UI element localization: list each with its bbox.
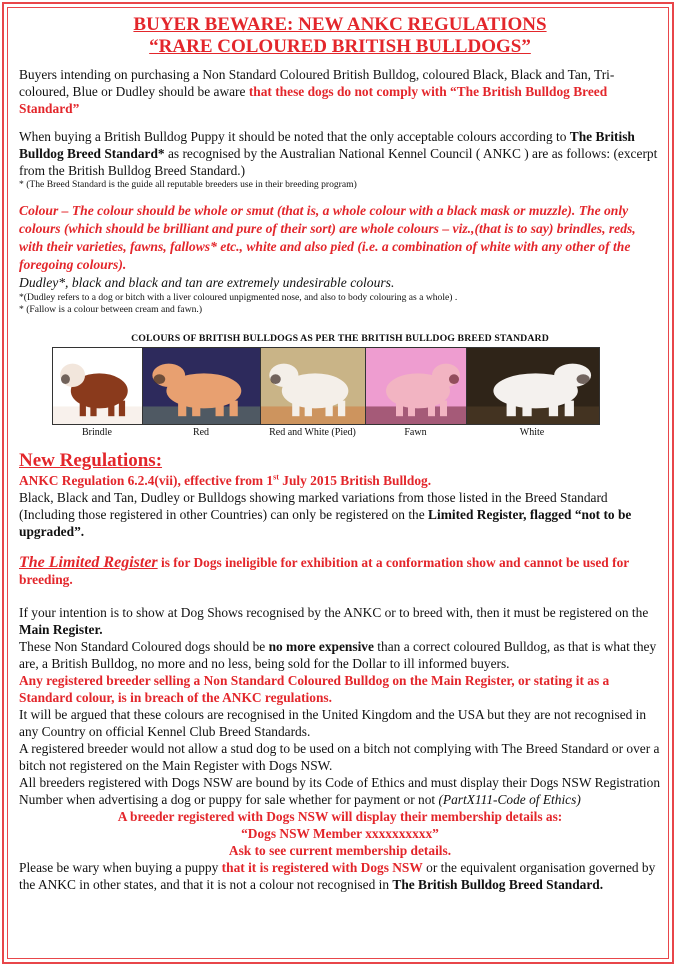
dog-leg [230,401,238,417]
flyer-content [19,14,661,893]
membership-line-2: “Dogs NSW Member xxxxxxxxxx” [241,826,439,841]
page-title [19,14,661,58]
bulldog-photo-illustration [53,348,142,424]
dog-muzzle [270,374,280,384]
expense-bold: no more expensive [268,639,374,654]
dog-leg [325,401,332,417]
acceptable-bold: The British Bulldog Breed Standard* [19,129,635,161]
expense-paragraph [19,638,661,672]
ethics-text: All breeders registered with Dogs NSW are bound by its Code of Ethics and must display their Dogs NSW Registration Number when advertising a dog or puppy for sale whether for payment or not [19,775,661,807]
photo-brindle [53,348,143,424]
dog-leg [408,401,415,417]
caption-fawn: Fawn [404,427,427,438]
caption-pied: Red and White (Pied) [269,427,356,438]
dog-leg [305,401,312,417]
dog-leg [507,401,516,417]
dog-leg [80,401,86,417]
dog-leg [440,401,447,417]
photo-white [467,348,599,424]
bulldog-photo-illustration [467,348,599,424]
dog-muzzle [577,374,590,384]
intro-highlight: that these dogs do not comply with “The British Bulldog Breed Standard” [19,84,608,116]
expense-text-1: These Non Standard Coloured dogs should be [19,639,269,654]
dog-leg [292,401,299,417]
dog-muzzle [61,374,70,384]
dog-muzzle [154,374,166,384]
photo-red [143,348,261,424]
dog-leg [396,401,403,417]
regulation-body: Black, Black and Tan, Dudley or Bulldogs showing marked variations from those listed in the Breed Standard (Including those registered in other Countries) can only be registered on the [19,490,608,522]
ethics-paragraph [19,774,661,808]
regulation-date-text: July 2015 British Bulldog. [278,473,432,488]
regulation-paragraph [19,489,661,540]
photo-ground [53,406,142,424]
dog-leg [119,401,125,417]
title-line-1: BUYER BEWARE: NEW ANKC REGULATIONS [133,14,547,35]
colours-captions [52,426,600,439]
dudley-footnote: *(Dudley refers to a dog or bitch with a liver coloured unpigmented nose, and also to body colouring as a whole) . [19,292,458,303]
dog-leg [522,401,531,417]
caption-white: White [519,427,545,438]
bulldog-photo-illustration [143,348,260,424]
new-regulations-heading: New Regulations: [19,450,163,471]
limited-register-heading: The Limited Register [19,554,158,571]
dog-leg [565,401,574,417]
main-register-paragraph [19,604,661,638]
acceptable-colours-paragraph [19,128,661,179]
dog-leg [338,401,345,417]
dog-leg [549,401,558,417]
regulation-text: ANKC Regulation 6.2.4(vii), effective from 1 [19,473,274,488]
dog-leg [90,401,96,417]
intro-paragraph [19,66,661,117]
intro-text: Buyers intending on purchasing a Non Standard Coloured British Bulldog, coloured Black, Black and Tan, Tri-coloured, Blue or Dudley should be aware [19,67,615,99]
photo-ground [366,406,466,424]
ethics-reference: (PartX111-Code of Ethics) [438,792,581,807]
caption-red: Red [192,427,210,438]
regulation-reference [19,472,661,489]
colour-excerpt: Colour – The colour should be whole or smut (that is, a whole colour with a black mask or muzzle). The only colours (which should be brilliant and pure of their sort) are whole colours – viz.,(that is to say) brindles, reds, with their varieties, fawns, fallows* etc., white and also pied (i.e. a combination of white with any other of the foregoing colours). [19,203,636,272]
dog-muzzle [449,374,459,384]
dog-leg [178,401,186,417]
acceptable-text-2: as recognised by the Australian National Kennel Council ( ANKC ) are as follows: (excerpt from the British Bulldog Breed Standard.) [19,146,658,178]
closing-red: that it is registered with Dogs NSW [221,860,423,875]
acceptable-text-1: When buying a British Bulldog Puppy it should be noted that the only acceptable colours according to [19,129,570,144]
dog-leg [108,401,114,417]
regulation-bold: Limited Register, flagged “not to be upgraded”. [19,507,632,539]
caption-brindle: Brindle [82,427,112,438]
fallow-footnote: * (Fallow is a colour between cream and fawn.) [19,304,203,315]
membership-line-1: A breeder registered with Dogs NSW will display their membership details as: [117,809,563,824]
breach-warning: Any registered breeder selling a Non Standard Coloured Bulldog on the Main Register, or stating it as a Standard colour, is in breach of the ANKC regulations. [19,673,610,705]
membership-line-3: Ask to see current membership details. [228,843,452,858]
photo-fawn [366,348,467,424]
bulldog-photo-illustration [366,348,466,424]
expense-text-2: than a correct coloured Bulldog, as that is what they are, a British Bulldog, no more and no less, being sold for the Dollar to ill informed buyers. [19,639,657,671]
stud-paragraph: A registered breeder would not allow a stud dog to be used on a bitch not complying with The Breed Standard or over a bitch not registered on the Main Register with Dogs NSW. [19,741,660,773]
dog-leg [216,401,224,417]
photo-ground [261,406,365,424]
bulldog-photo-illustration [261,348,365,424]
colours-strip-title: COLOURS OF BRITISH BULLDOGS AS PER THE BRITISH BULLDOG BREED STANDARD [131,333,549,344]
photo-ground [143,406,260,424]
main-register-bold: Main Register. [19,622,103,637]
closing-bold: The British Bulldog Breed Standard. [392,877,604,892]
limited-register-text: is for Dogs ineligible for exhibition at a conformation show and cannot be used for breeding. [19,555,629,587]
limited-register-paragraph [19,554,661,588]
dog-leg [428,401,435,417]
closing-text-2: or the equivalent organisation governed by the ANKC in other states, and that it is not a colour not recognised in [19,860,656,892]
title-line-2: “RARE COLOURED BRITISH BULLDOGS” [149,36,531,57]
regulation-sup: st [273,472,279,482]
closing-text-1: Please be wary when buying a puppy [19,860,222,875]
main-register-text: If your intention is to show at Dog Shows recognised by the ANKC or to breed with, then it must be registered on the [19,605,649,620]
breed-standard-footnote: * (The Breed Standard is the guide all reputable breeders use in their breeding program) [19,179,357,190]
colours-photo-strip [52,347,600,425]
argued-paragraph: It will be argued that these colours are recognised in the United Kingdom and the USA but they are not recognised in any Country on official Kennel Club Breed Standards. [19,707,647,739]
closing-paragraph [19,859,661,893]
photo-pied [261,348,366,424]
dog-leg [192,401,200,417]
undesirable-colours: Dudley*, black and black and tan are extremely undesirable colours. [19,275,395,290]
photo-ground [467,406,599,424]
